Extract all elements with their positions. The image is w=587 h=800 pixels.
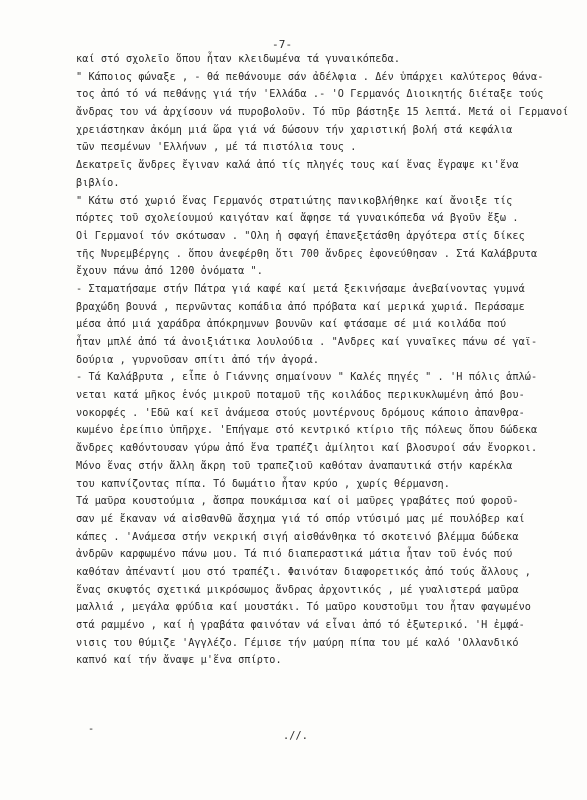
text-line: καί στό σχολεῖο ὅπου ἦταν κλειδωμένα τά γυναικόπεδα. [76,54,401,65]
text-line: πόρτες τοῦ σχολείουμού καιγόταν καί ἄφησε τά γυναικόπεδα νά βγοῦν ἔξω . [76,213,519,225]
text-line: τῆς Νυρεμβέργης . ὅπου ἀνεφέρθη ὅτι 700 ἄνδρες ἐφονεύθησαν . Στά Καλάβρυτα [76,248,538,260]
text-line: βραχώδη βουνά , περνῶντας κοπάδια ἀπό πρόβατα καί μερικά χωριά. Περάσαμε [76,301,525,313]
text-line: νεται κατά μῆκος ἑνός μικροῦ ποταμοῦ τῆς κοιλάδος περικυκλωμένη ἀπό βου- [76,390,525,402]
text-line: καθόταν ἀπέναντί μου στό τραπέζι. Φαινόταν διαφορετικός ἀπό τούς ἄλλους , [76,566,532,578]
text-line: στά ραμμένο , καί ἡ γραβάτα φαινόταν νά εἶναι ἀπό τό ἐξωτερικό. 'Η ἐμφά- [76,620,525,631]
text-line: Οἱ Γερμανοί τόν σκότωσαν . "Ολη ἡ σφαγή ἐπανεξετάσθη ἀργότερα στίς δίκες [76,230,525,242]
text-line: νοκορφές . 'Εδῶ καί κεῖ ἀνάμεσα στούς μοντέρνους δρόμους κάποιο ἀπανθρα- [76,407,525,419]
margin-mark: - [88,724,95,735]
text-line: χρειάστηκαν ἀκόμη μιά ὥρα γιά νά δώσουν τήν χαριστική βολή στά κεφάλια [76,124,513,136]
text-line: καπνό καί τήν ἄναψε μ'ἕνα σπίρτο. [76,655,282,667]
body-text [76,51,568,670]
text-line: ἄνδρας του νά ἀρχίσουν νά πυροβολοῦν. Τό πῦρ βάστηξε 15 λεπτά. Μετά οἱ Γερμανοί [76,107,569,119]
text-line: Μόνο ἕνας στήν ἄλλη ἄκρη τοῦ τραπεζιοῦ καθόταν ἀναπαυτικά στήν καρέκλα [76,460,513,472]
text-line: ἀνδρῶν καρφωμένο πάνω μου. Τά πιό διαπεραστικά μάτια ἦταν τοῦ ἑνός πού [76,549,513,561]
text-line: νισις του θύμιζε 'Αγγλέζο. Γέμισε τήν μαύρη πίπα του μέ καλό 'Ολλανδικό [76,637,519,649]
text-line: μαλλιά , μεγάλα φρύδια καί μουστάκι. Τό μαῦρο κουστοῦμι του ἦταν φαγωμένο [76,602,532,614]
footer-mark: .//. [283,731,308,742]
text-line: μέσα ἀπό μιά χαράδρα ἀπόκρημνων βουνῶν καί φτάσαμε σέ μιά κοιλάδα πού [76,319,507,331]
text-line: ἄνδρες καθόντουσαν γύρω ἀπό ἕνα τραπέζι ἀμίλητοι καί βλοσυροί σάν ἔνορκοι. [76,443,538,455]
text-line: Δεκατρεῖς ἄνδρες ἔγιναν καλά ἀπό τίς πληγές τους καί ἕνας ἔγραψε κι'ἕνα [76,160,519,172]
text-line: ἕνας σκυφτός σχετικά μικρόσωμος ἄνδρας ἀρχοντικός , μέ γυαλιστερά μαῦρα [76,584,519,596]
text-line: - Τά Καλάβρυτα , εἶπε ὁ Γιάννης σημαίνουν " Καλές πηγές " . 'Η πόλις ἁπλώ- [76,372,538,384]
text-line: τῶν πεσμένων 'Ελλήνων , μέ τά πιστόλια τους . [76,142,357,154]
text-line: " Κάποιος φώναξε , - θά πεθάνουμε σάν ἀδέλφια . Δέν ὑπάρχει καλύτερος θάνα- [76,71,544,83]
text-line: τος ἀπό τό νά πεθάνῃς γιά τήν 'Ελλάδα .- 'Ο Γερμανός Διοικητής διέταξε τούς [76,89,544,101]
text-line: βιβλίο. [76,177,120,189]
text-line: δούρια , γυρνοῦσαν σπίτι ἀπό τήν ἀγορά. [76,354,320,366]
text-line: Τά μαῦρα κουστούμια , ἄσπρα πουκάμισα καί οἱ μαῦρες γραβάτες πού φοροῦ- [76,496,519,508]
text-line: - Σταματήσαμε στήν Πάτρα γιά καφέ καί μετά ξεκινήσαμε ἀνεβαίνοντας γυμνά [76,283,525,295]
text-line: κωμένο ἐρείπιο ὑπῆρχε. 'Επήγαμε στό κεντρικό κτίριο τῆς πόλεως ὅπου δώδεκα [76,425,538,437]
text-line: του καπνίζοντας πίπα. Τό δωμάτιο ἦταν κρύο , χωρίς θέρμανση. [76,478,451,490]
text-line: κάπες . 'Ανάμεσα στήν νεκρική σιγή αἰσθάνθηκα τό σκοτεινό βλέμμα δώδεκα [76,531,519,543]
text-line: ἔχουν πάνω ἀπό 1200 ὀνόματα ". [76,266,264,278]
page-number: -7- [272,38,293,51]
text-line: σαν μέ ἔκαναν νά αἰσθανθῶ ἄσχημα γιά τό σπόρ ντύσιμό μας μέ πουλόβερ καί [76,513,525,525]
text-line: ἦταν μπλέ ἀπό τά ἀνοιξιάτικα λουλούδια . "Ανδρες καί γυναῖκες πάνω σέ γαϊ- [76,337,538,348]
text-line: " Κάτω στό χωριό ἕνας Γερμανός στρατιώτης πανικοβλήθηκε καί ἄνοιξε τίς [76,195,513,207]
